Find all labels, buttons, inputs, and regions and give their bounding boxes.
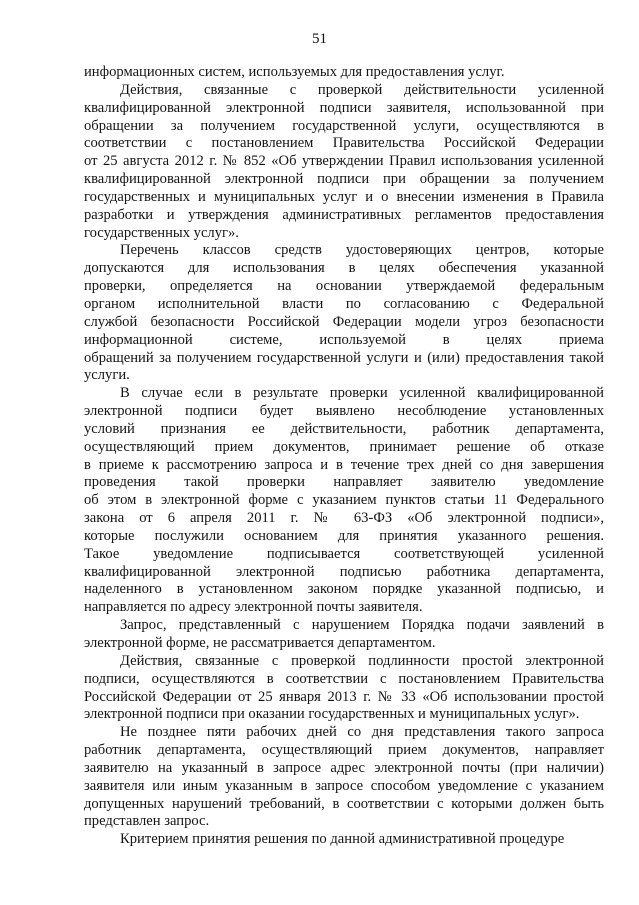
- paragraph: [84, 617, 604, 653]
- paragraph-line: электронной подписи при оказании государственных и муниципальных услуг».: [84, 706, 580, 723]
- paragraph-line: допускаются для использования в целях обеспечения указанной: [84, 260, 604, 277]
- paragraph-line: Запрос, представленный с нарушением Порядка подачи заявлений в: [120, 617, 604, 634]
- paragraph: [84, 82, 604, 243]
- paragraph-line: проведения такой проверки направляет заявителю уведомление: [84, 474, 604, 491]
- paragraph-line: квалифицированной электронной подписи заявителя, использованной при: [84, 99, 604, 116]
- paragraph-line: Действия, связанные с проверкой действительности усиленной: [120, 81, 604, 98]
- paragraph-line: электронной подписи будет выявлено несоблюдение установленных: [84, 403, 604, 420]
- paragraph-line: подписи, осуществляются в соответствии с постановлением Правительства: [84, 670, 604, 687]
- paragraph-line: службой безопасности Российской Федерации модели угроз безопасности: [84, 313, 604, 330]
- paragraph-line: осуществляющий прием документов, принимает решение об отказе: [84, 438, 604, 455]
- paragraph-line: информационных систем, используемых для предоставления услуг.: [84, 64, 505, 80]
- paragraph: [84, 653, 604, 724]
- paragraph-line: услуги.: [84, 367, 130, 384]
- paragraph-line: об этом в электронной форме с указанием пунктов статьи 11 Федерального: [84, 492, 604, 509]
- paragraph-line: В случае если в результате проверки усиленной квалифицированной: [120, 385, 604, 402]
- paragraph-line: разработки и утверждения административных регламентов предоставления: [84, 206, 604, 223]
- paragraph-line: работник департамента, осуществляющий прием документов, направляет: [84, 742, 604, 759]
- paragraph-line: электронной форме, не рассматривается департаментом.: [84, 635, 436, 651]
- paragraph-line: соответствии с постановлением Правительства Российской Федерации: [84, 135, 604, 152]
- paragraph-line: государственных и муниципальных услуг и о внесении изменения в Правила: [84, 188, 604, 205]
- paragraph: [84, 831, 604, 849]
- paragraph-line: заявителя или иным указанным в запросе способом уведомление с указанием: [84, 777, 604, 794]
- paragraph-line: квалифицированной электронной подписи при обращении за получением: [84, 171, 604, 188]
- paragraph-line: квалифицированной электронной подписью работника департамента,: [84, 563, 604, 580]
- paragraph-line: наделенного в установленном законом порядке указанной подписью, и: [84, 581, 604, 598]
- paragraph-line: Не позднее пяти рабочих дней со дня представления такого запроса: [120, 724, 604, 741]
- paragraph-line: от 25 августа 2012 г. № 852 «Об утверждении Правил использования усиленной: [84, 153, 604, 170]
- paragraph: [84, 385, 604, 617]
- paragraph-line: Критерием принятия решения по данной административной процедуре: [120, 831, 565, 848]
- paragraph-line: закона от 6 апреля 2011 г. № 63-ФЗ «Об электронной подписи»,: [84, 510, 604, 527]
- paragraph-line: Действия, связанные с проверкой подлинности простой электронной: [120, 652, 604, 669]
- paragraph-line: государственных услуг».: [84, 224, 239, 241]
- paragraph-line: допущенных нарушений требований, в соответствии с которыми должен быть: [84, 795, 604, 812]
- paragraph-line: проверки, определяется на основании утверждаемой федеральным: [84, 278, 604, 295]
- paragraph-line: представлен запрос.: [84, 813, 210, 830]
- paragraph-line: заявителю на указанный в запросе адрес электронной почты (при наличии): [84, 759, 604, 776]
- paragraph-line: Перечень классов средств удостоверяющих центров, которые: [120, 242, 604, 259]
- page-number: 51: [312, 31, 327, 47]
- paragraph-line: условий признания ее действительности, работник департамента,: [84, 420, 604, 437]
- paragraph-line: в приеме к рассмотрению запроса и в течение трех дней со дня завершения: [84, 456, 604, 473]
- document-body: [84, 64, 604, 849]
- paragraph-line: органом исполнительной власти по согласованию с Федеральной: [84, 295, 604, 312]
- paragraph: [84, 64, 604, 82]
- paragraph-line: Такое уведомление подписывается соответствующей усиленной: [84, 545, 604, 562]
- paragraph-line: обращении за получением государственной услуги, осуществляются в: [84, 117, 604, 134]
- paragraph: [84, 242, 604, 385]
- paragraph: [84, 724, 604, 831]
- paragraph-line: обращений за получением государственной услуги и (или) предоставления такой: [84, 349, 604, 366]
- paragraph-line: информационной системе, используемой в целях приема: [84, 331, 604, 348]
- paragraph-line: Российской Федерации от 25 января 2013 г. № 33 «Об использовании простой: [84, 688, 604, 705]
- paragraph-line: которые послужили основанием для принятия указанного решения.: [84, 527, 604, 544]
- paragraph-line: направляется по адресу электронной почты заявителя.: [84, 599, 423, 616]
